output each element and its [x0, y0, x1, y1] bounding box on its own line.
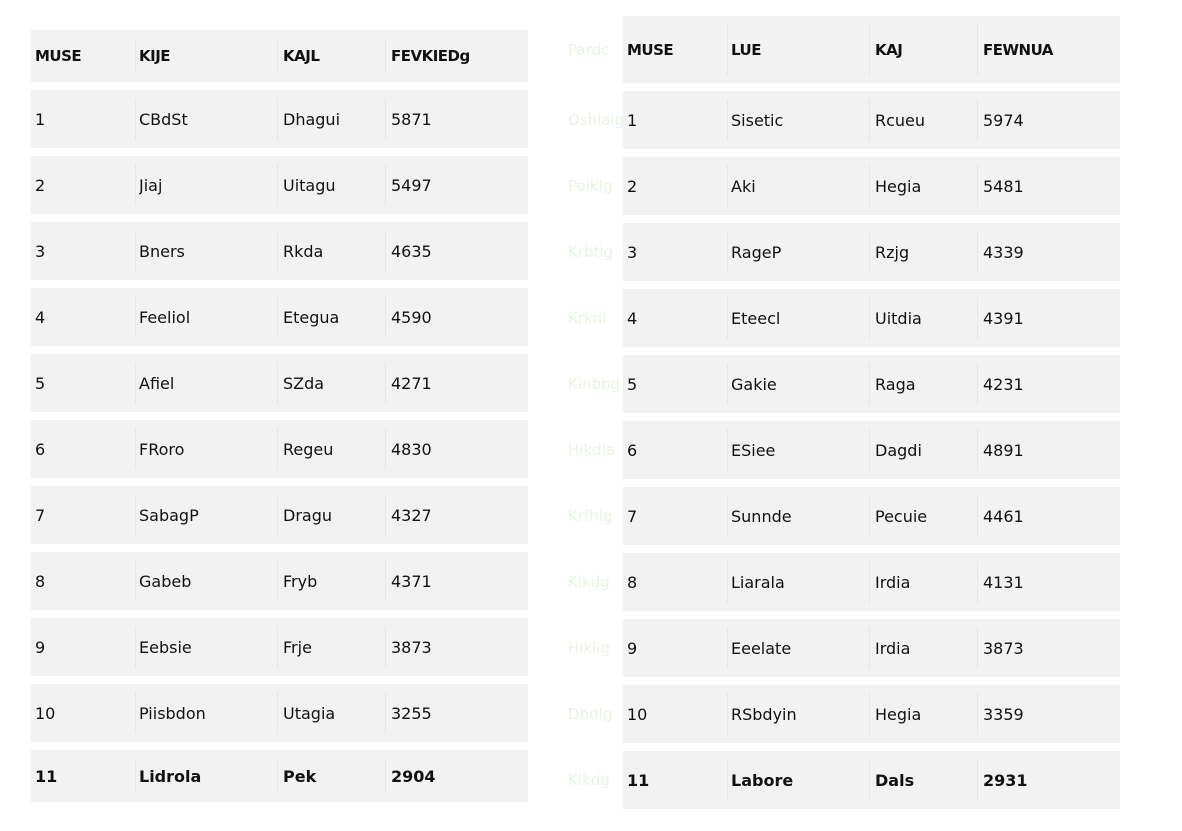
column-divider — [135, 428, 136, 470]
column-divider — [869, 231, 870, 273]
table-row[interactable] — [623, 91, 1120, 149]
region-cell: Raga — [875, 374, 916, 394]
rank-cell: 9 — [627, 638, 638, 658]
right-ranking-table — [623, 16, 1120, 809]
name-cell: RSbdyin — [731, 704, 797, 724]
column-divider — [727, 759, 728, 801]
score-cell: 5871 — [391, 109, 432, 129]
column-divider — [727, 561, 728, 603]
table-row[interactable] — [31, 222, 528, 280]
column-divider — [727, 363, 728, 405]
column-header[interactable]: LUE — [731, 40, 761, 59]
region-cell: Rzjg — [875, 242, 910, 262]
column-divider — [277, 692, 278, 734]
faint-side-label: Kikdg — [568, 771, 610, 789]
column-divider — [869, 99, 870, 141]
column-divider — [135, 296, 136, 338]
region-cell: Irdia — [875, 572, 911, 592]
column-header[interactable]: FEVKIEDg — [391, 47, 470, 65]
rank-cell: 10 — [35, 703, 56, 723]
column-divider — [385, 296, 386, 338]
rank-cell: 2 — [627, 176, 638, 196]
region-cell: Dagdi — [875, 440, 922, 460]
column-divider — [277, 230, 278, 272]
column-divider — [135, 494, 136, 536]
column-divider — [977, 495, 978, 537]
column-divider — [977, 627, 978, 669]
faint-side-label: Dbdlg — [568, 705, 613, 723]
table-row[interactable] — [31, 288, 528, 346]
score-cell: 4327 — [391, 505, 432, 525]
name-cell: SabagP — [139, 505, 199, 525]
score-cell: 4131 — [983, 572, 1024, 592]
column-divider — [135, 164, 136, 206]
table-row[interactable] — [623, 223, 1120, 281]
table-header-row — [31, 30, 528, 82]
column-divider — [727, 627, 728, 669]
name-cell: Lidrola — [139, 766, 202, 786]
column-divider — [869, 627, 870, 669]
column-header[interactable]: MUSE — [35, 47, 82, 65]
column-divider — [277, 98, 278, 140]
column-divider — [277, 560, 278, 602]
score-cell: 4339 — [983, 242, 1024, 262]
column-divider — [135, 692, 136, 734]
column-divider — [727, 297, 728, 339]
score-cell: 2904 — [391, 766, 436, 786]
table-row[interactable] — [31, 552, 528, 610]
column-divider — [385, 758, 386, 794]
region-cell: Hegia — [875, 704, 922, 724]
rank-cell: 2 — [35, 175, 46, 195]
score-cell: 4891 — [983, 440, 1024, 460]
column-divider — [385, 38, 386, 74]
region-cell: Utagia — [283, 703, 336, 723]
column-divider — [727, 24, 728, 75]
region-cell: Frje — [283, 637, 312, 657]
score-cell: 3359 — [983, 704, 1024, 724]
column-divider — [277, 626, 278, 668]
name-cell: Jiaj — [139, 175, 163, 195]
column-header[interactable]: KAJL — [283, 47, 320, 65]
column-divider — [869, 495, 870, 537]
column-divider — [727, 429, 728, 471]
rank-cell: 11 — [627, 770, 650, 790]
region-cell: Dhagui — [283, 109, 341, 129]
name-cell: CBdSt — [139, 109, 188, 129]
column-divider — [869, 561, 870, 603]
column-divider — [727, 495, 728, 537]
column-divider — [385, 362, 386, 404]
column-divider — [977, 363, 978, 405]
column-divider — [727, 231, 728, 273]
name-cell: Bners — [139, 241, 185, 261]
column-divider — [869, 297, 870, 339]
score-cell: 4231 — [983, 374, 1024, 394]
column-divider — [135, 230, 136, 272]
column-divider — [385, 428, 386, 470]
column-divider — [135, 560, 136, 602]
table-row[interactable] — [31, 684, 528, 742]
table-row[interactable] — [623, 157, 1120, 215]
column-header[interactable]: KIJE — [139, 47, 171, 65]
region-cell: SZda — [283, 373, 325, 393]
region-cell: Dals — [875, 770, 915, 790]
name-cell: Afiel — [139, 373, 175, 393]
column-divider — [277, 494, 278, 536]
name-cell: Labore — [731, 770, 794, 790]
column-divider — [135, 38, 136, 74]
column-divider — [277, 296, 278, 338]
table-row[interactable] — [31, 618, 528, 676]
region-cell: Uitdia — [875, 308, 922, 328]
faint-side-label: Hiklig — [568, 639, 610, 657]
region-cell: Rcueu — [875, 110, 926, 130]
rank-cell: 6 — [35, 439, 46, 459]
column-divider — [977, 297, 978, 339]
name-cell: Feeliol — [139, 307, 191, 327]
column-divider — [869, 429, 870, 471]
table-row[interactable] — [31, 354, 528, 412]
name-cell: FRoro — [139, 439, 185, 459]
rank-cell: 4 — [35, 307, 46, 327]
rank-cell: 6 — [627, 440, 638, 460]
score-cell: 4830 — [391, 439, 432, 459]
column-header[interactable]: FEWNUA — [983, 40, 1053, 59]
table-row[interactable] — [31, 750, 528, 802]
rank-cell: 3 — [35, 241, 46, 261]
column-header[interactable]: MUSE — [627, 40, 674, 59]
column-divider — [977, 693, 978, 735]
column-divider — [385, 164, 386, 206]
faint-side-label: Oshlaig — [568, 111, 625, 129]
column-divider — [977, 759, 978, 801]
name-cell: Eteecl — [731, 308, 781, 328]
table-row[interactable] — [623, 289, 1120, 347]
column-divider — [977, 165, 978, 207]
column-divider — [277, 164, 278, 206]
column-divider — [135, 98, 136, 140]
column-divider — [977, 429, 978, 471]
table-row[interactable] — [623, 619, 1120, 677]
score-cell: 4590 — [391, 307, 432, 327]
column-divider — [135, 626, 136, 668]
region-cell: Pek — [283, 766, 317, 786]
column-divider — [385, 560, 386, 602]
name-cell: RageP — [731, 242, 782, 262]
score-cell: 4391 — [983, 308, 1024, 328]
score-cell: 3255 — [391, 703, 432, 723]
rank-cell: 9 — [35, 637, 46, 657]
column-divider — [385, 692, 386, 734]
region-cell: Regeu — [283, 439, 334, 459]
table-row[interactable] — [623, 487, 1120, 545]
faint-side-label: Krkdi — [568, 309, 607, 327]
column-divider — [385, 494, 386, 536]
name-cell: Liarala — [731, 572, 785, 592]
score-cell: 4271 — [391, 373, 432, 393]
region-cell: Uitagu — [283, 175, 336, 195]
column-divider — [277, 362, 278, 404]
column-divider — [277, 428, 278, 470]
score-cell: 3873 — [983, 638, 1024, 658]
score-cell: 4461 — [983, 506, 1024, 526]
region-cell: Rkda — [283, 241, 324, 261]
rank-cell: 5 — [627, 374, 638, 394]
column-divider — [135, 362, 136, 404]
table-row[interactable] — [623, 421, 1120, 479]
column-header[interactable]: KAJ — [875, 40, 903, 59]
table-row[interactable] — [623, 685, 1120, 743]
name-cell: Aki — [731, 176, 756, 196]
score-cell: 5974 — [983, 110, 1024, 130]
table-row[interactable] — [623, 553, 1120, 611]
table-row[interactable] — [31, 156, 528, 214]
column-divider — [977, 231, 978, 273]
name-cell: Piisbdon — [139, 703, 206, 723]
rank-cell: 4 — [627, 308, 638, 328]
column-divider — [135, 758, 136, 794]
rank-cell: 7 — [627, 506, 638, 526]
rank-cell: 1 — [627, 110, 638, 130]
column-divider — [977, 561, 978, 603]
rank-cell: 10 — [627, 704, 648, 724]
rank-cell: 8 — [35, 571, 46, 591]
faint-side-label: Hikdla — [568, 441, 616, 459]
rank-cell: 7 — [35, 505, 46, 525]
name-cell: Gakie — [731, 374, 777, 394]
name-cell: Sunnde — [731, 506, 792, 526]
faint-side-label: Poiklg — [568, 177, 613, 195]
column-divider — [385, 230, 386, 272]
column-divider — [869, 165, 870, 207]
region-cell: Etegua — [283, 307, 340, 327]
column-divider — [385, 626, 386, 668]
rank-cell: 1 — [35, 109, 46, 129]
column-divider — [869, 759, 870, 801]
table-row[interactable] — [31, 90, 528, 148]
score-cell: 3873 — [391, 637, 432, 657]
table-row[interactable] — [623, 355, 1120, 413]
name-cell: Eeelate — [731, 638, 792, 658]
score-cell: 4371 — [391, 571, 432, 591]
name-cell: ESiee — [731, 440, 776, 460]
column-divider — [277, 38, 278, 74]
column-divider — [727, 693, 728, 735]
rank-cell: 3 — [627, 242, 638, 262]
table-row[interactable] — [31, 486, 528, 544]
column-divider — [277, 758, 278, 794]
name-cell: Sisetic — [731, 110, 784, 130]
score-cell: 5497 — [391, 175, 432, 195]
table-row[interactable] — [623, 751, 1120, 809]
region-cell: Hegia — [875, 176, 922, 196]
score-cell: 2931 — [983, 770, 1028, 790]
column-divider — [977, 99, 978, 141]
region-cell: Dragu — [283, 505, 332, 525]
faint-side-label: Kikdg — [568, 573, 610, 591]
rank-cell: 11 — [35, 766, 58, 786]
left-ranking-table — [31, 30, 528, 802]
region-cell: Irdia — [875, 638, 911, 658]
name-cell: Gabeb — [139, 571, 192, 591]
score-cell: 5481 — [983, 176, 1024, 196]
table-row[interactable] — [31, 420, 528, 478]
rank-cell: 8 — [627, 572, 638, 592]
rank-cell: 5 — [35, 373, 46, 393]
faint-side-label: Krbtlg — [568, 243, 614, 261]
column-divider — [869, 693, 870, 735]
table-header-row — [623, 16, 1120, 83]
score-cell: 4635 — [391, 241, 432, 261]
column-divider — [869, 363, 870, 405]
column-divider — [385, 98, 386, 140]
column-divider — [977, 24, 978, 75]
region-cell: Pecuie — [875, 506, 928, 526]
name-cell: Eebsie — [139, 637, 192, 657]
column-divider — [727, 99, 728, 141]
faint-side-label: Krfhig — [568, 507, 613, 525]
region-cell: Fryb — [283, 571, 318, 591]
faint-side-label: Kinbbg — [568, 375, 621, 393]
column-divider — [727, 165, 728, 207]
column-divider — [869, 24, 870, 75]
faint-side-label: Pardc — [568, 40, 610, 59]
